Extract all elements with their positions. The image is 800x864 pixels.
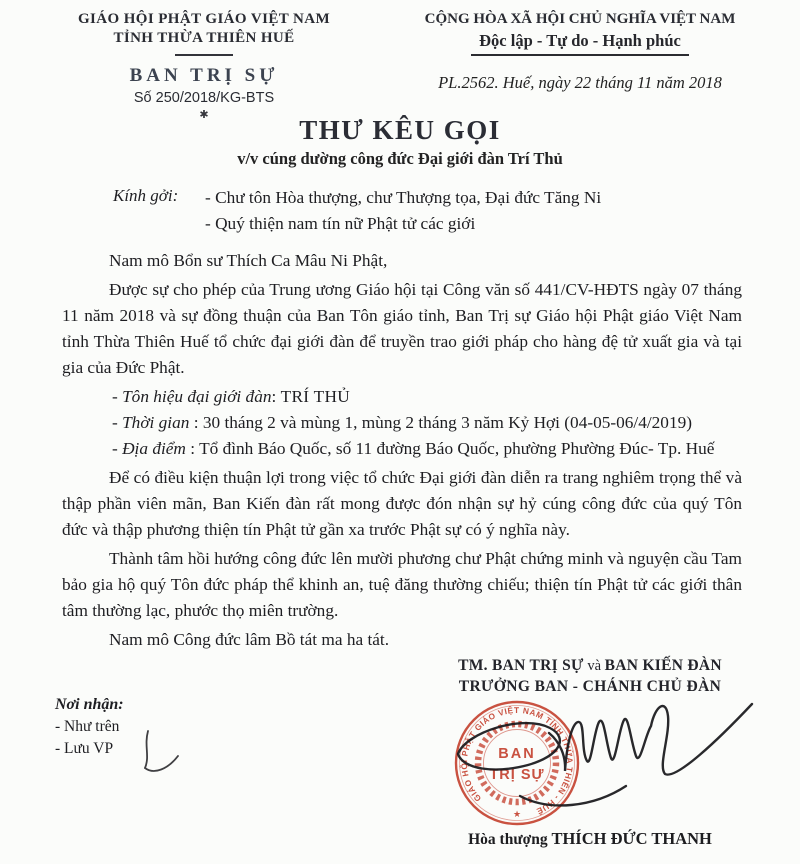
title-block (0, 115, 800, 169)
country-title: CỘNG HÒA XÃ HỘI CHỦ NGHĨA VIỆT NAM (424, 11, 736, 27)
issuing-org-block (36, 10, 372, 121)
detail-separator: : (271, 387, 281, 406)
signer-role: TRƯỞNG BAN - CHÁNH CHỦ ĐÀN (458, 678, 722, 695)
signature-swoosh (520, 786, 626, 805)
body-paragraph: Để có điều kiện thuận lợi trong việc tổ chức Đại giới đàn diễn ra trang nghiêm trọng thể và thập phần viên mãn, Ban Kiến đàn rất mong được đón nhận sự hỷ cúng công đức của quý Tôn đức và thập phương thiện tín Phật tử gần xa trước Phật sự có ý nghĩa này. (62, 468, 742, 539)
detail-row (112, 410, 742, 436)
authority-part1: TM. BAN TRỊ SỰ (458, 657, 584, 674)
date-line: PL.2562. Huế, ngày 22 tháng 11 năm 2018 (438, 73, 722, 92)
note-line: - Như trên (55, 718, 120, 735)
recipients-label: Kính gởi: (113, 186, 179, 205)
signature-loop (458, 723, 560, 769)
reference-number: Số 250/2018/KG-BTS (133, 90, 275, 106)
letter-body (62, 248, 742, 656)
body-paragraph: Thành tâm hồi hướng công đức lên mười phương chư Phật chứng minh và nguyện cầu Tam bảo gia hộ quý Tôn đức pháp thể khinh an, tuệ đăng thường chiếu; thiện tín Phật tử các giới thân tâm thường lạc, phước thọ miên trường. (62, 549, 742, 620)
signer-name-line (404, 829, 776, 849)
detail-value: Tổ đình Báo Quốc, số 11 đường Báo Quốc, phường Phường Đúc- Tp. Huế (199, 439, 715, 458)
detail-label: - Thời gian (112, 413, 190, 432)
document-title: THƯ KÊU GỌI (299, 115, 501, 145)
recipient-line: - Quý thiện nam tín nữ Phật tử các giới (205, 214, 476, 233)
note-line: - Lưu VP (55, 740, 114, 757)
seal-center-line1: BAN (498, 746, 536, 762)
header-divider (175, 54, 233, 56)
event-details (112, 384, 742, 462)
national-header-block (388, 10, 772, 93)
authority-part2: BAN KIẾN ĐÀN (604, 657, 722, 674)
seal-ring-text: GIÁO HỘI PHẬT GIÁO VIỆT NAM TỈNH THỪA THIÊN - HUẾ (458, 704, 576, 817)
recipients-section (113, 185, 733, 237)
signing-authority (404, 655, 776, 677)
document-subject: v/v cúng dường công đức Đại giới đàn Trí Thủ (237, 149, 563, 168)
detail-value: 30 tháng 2 và mùng 1, mùng 2 tháng 3 năm Kỷ Hợi (04-05-06/4/2019) (202, 413, 692, 432)
recipient-line: - Chư tôn Hòa thượng, chư Thượng tọa, Đại đức Tăng Ni (205, 188, 602, 207)
handwritten-signature (428, 676, 768, 826)
org-name-line2: TỈNH THỪA THIÊN HUẾ (113, 30, 295, 46)
seal-star-icon: ★ (512, 809, 522, 819)
detail-separator: : (185, 439, 200, 458)
department-name: BAN TRỊ SỰ (129, 65, 279, 86)
closing-line: Nam mô Công đức lâm Bồ tát ma ha tát. (109, 630, 390, 649)
seal-center-line2: TRỊ SỰ (489, 767, 545, 783)
body-paragraph: Được sự cho phép của Trung ương Giáo hội tại Công văn số 441/CV-HĐTS ngày 07 tháng 11 năm 2018 và sự đồng thuận của Ban Tôn giáo tỉnh, Ban Trị sự Giáo hội Phật giáo Việt Nam tỉnh Thừa Thiên Huế tổ chức đại giới đàn để truyền trao giới pháp cho hàng đệ tử xuất gia và tại gia của Đức Phật. (62, 280, 742, 377)
org-name-line1: GIÁO HỘI PHẬT GIÁO VIỆT NAM (77, 11, 331, 27)
signer-title: Hòa thượng (468, 831, 552, 848)
detail-separator: : (189, 413, 203, 432)
salutation: Nam mô Bổn sư Thích Ca Mâu Ni Phật, (109, 251, 388, 270)
detail-label: - Tôn hiệu đại giới đàn (112, 387, 272, 406)
detail-row (112, 384, 742, 410)
recipients-note (55, 694, 124, 760)
pen-mark-icon (136, 728, 184, 784)
national-motto: Độc lập - Tự do - Hạnh phúc (471, 30, 689, 56)
detail-row (112, 436, 742, 462)
detail-label: - Địa điểm (112, 439, 186, 458)
signer-name: THÍCH ĐỨC THANH (551, 829, 712, 848)
authority-conjunction: và (583, 658, 605, 674)
signature-scribble (549, 704, 752, 775)
asterisk-mark-icon: ✱ (199, 109, 209, 121)
note-label: Nơi nhận: (55, 696, 124, 713)
detail-value: TRÍ THỦ (280, 387, 351, 406)
